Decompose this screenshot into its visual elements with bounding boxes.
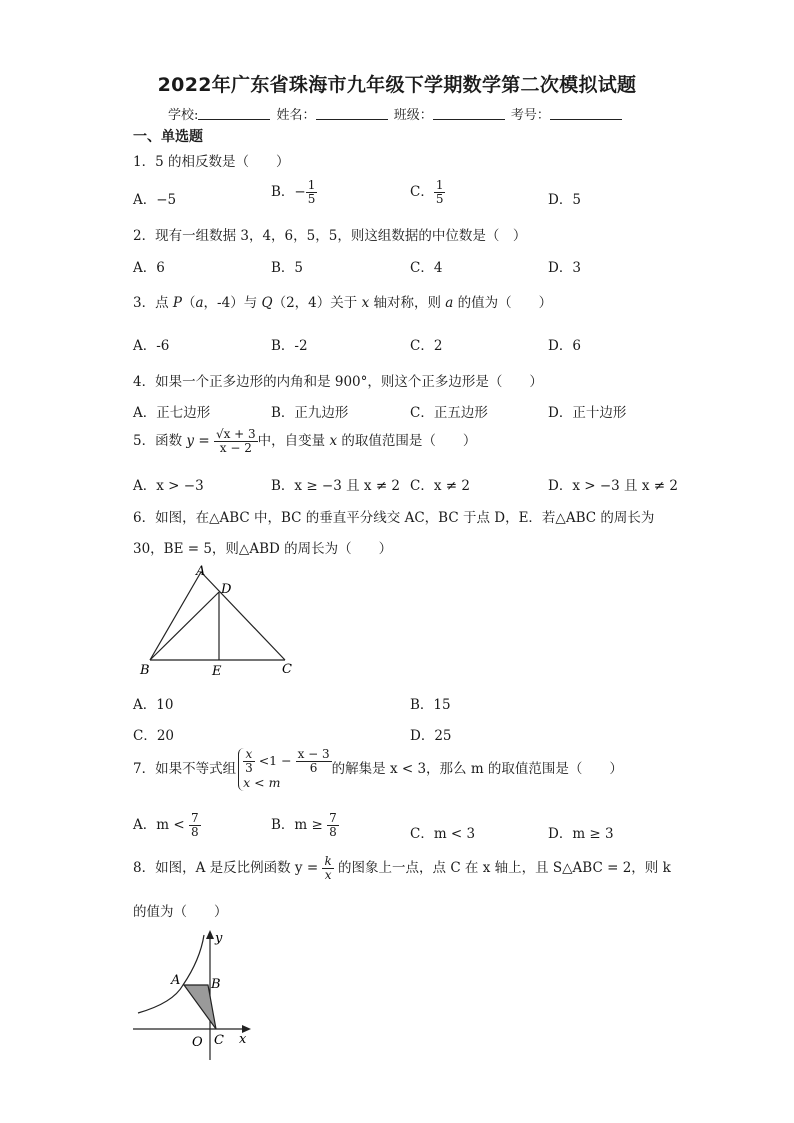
q5-fraction: $\frac{√x + 3}{x - 2}$ [215, 427, 256, 455]
question-4-option-d: D．正十边形 [548, 405, 627, 421]
question-4-stem: 4．如果一个正多边形的内角和是 900°，则这个正多边形是（ ） [133, 374, 543, 390]
fig-label-a: A [171, 973, 181, 988]
inequality-system: $\frac{x}{3}$ <1 − $\frac{x - 3}{6}$ x < m [238, 748, 332, 791]
question-8-line-1: 8．如图，A 是反比例函数 y = $\frac{k}{x}$ 的图象上一点，点 C 在 x 轴上，且 S△ABC = 2，则 k [133, 854, 671, 882]
question-1-option-d: D．5 [548, 192, 581, 208]
question-1-stem: 1．5 的相反数是（ ） [133, 154, 290, 170]
question-2-option-c: C．4 [410, 260, 443, 276]
fig-label-c: C [282, 662, 292, 677]
school-label: 学校: [168, 108, 199, 123]
fig-label-o: O [192, 1035, 203, 1050]
question-3-option-a: A．-6 [133, 338, 170, 354]
question-3-option-d: D．6 [548, 338, 581, 354]
class-label: 班级： [393, 108, 433, 123]
fig-label-c: C [214, 1033, 224, 1048]
name-label: 姓名： [276, 108, 316, 123]
question-1-option-a: A．−5 [133, 192, 177, 208]
fig-label-x: x [239, 1032, 247, 1047]
fig-label-b: B [211, 977, 221, 992]
section-heading: 一、单选题 [133, 129, 203, 145]
student-info-row [168, 104, 624, 123]
question-5-option-b: B．x ≥ −3 且 x ≠ 2 [271, 478, 401, 494]
question-5-option-c: C．x ≠ 2 [410, 478, 470, 494]
question-2-option-d: D．3 [548, 260, 581, 276]
question-3-option-b: B．-2 [271, 338, 308, 354]
question-3-option-c: C．2 [410, 338, 443, 354]
question-6-option-d: D．25 [410, 728, 452, 744]
fig-label-e: E [212, 664, 222, 679]
question-1-option-c: C． $\frac{1}{5}$ [410, 178, 444, 206]
page-title: 2022年广东省珠海市九年级下学期数学第二次模拟试题 [157, 74, 637, 96]
triangle-figure [135, 560, 300, 680]
fig-label-y: y [215, 931, 223, 946]
question-6-option-a: A．10 [133, 697, 174, 713]
question-8-line-2: 的值为（ ） [133, 904, 228, 920]
question-6-line-1: 6．如图，在△ABC 中，BC 的垂直平分线交 AC，BC 于点 D，E．若△ABC 的周长为 [133, 510, 655, 526]
question-7-option-b: B．m ≥ $\frac{7}{8}$ [271, 811, 337, 839]
question-6-option-c: C．20 [133, 728, 175, 744]
question-4-option-a: A．正七边形 [133, 405, 211, 421]
question-7-option-d: D．m ≥ 3 [548, 826, 614, 842]
question-2-option-a: A．6 [133, 260, 165, 276]
exam-no-label: 考号： [510, 108, 550, 123]
school-blank [198, 107, 270, 120]
class-blank [433, 107, 505, 120]
name-blank [316, 107, 388, 120]
question-1-option-b: B．− $\frac{1}{5}$ [271, 178, 316, 206]
question-5-option-a: A．x > −3 [133, 478, 204, 494]
question-7-option-a: A．m < $\frac{7}{8}$ [133, 811, 199, 839]
question-4-option-c: C．正五边形 [410, 405, 488, 421]
question-4-option-b: B．正九边形 [271, 405, 349, 421]
question-7-option-c: C．m < 3 [410, 826, 476, 842]
fig-label-b: B [140, 663, 150, 678]
hyperbola-figure [128, 925, 258, 1065]
question-5-option-d: D．x > −3 且 x ≠ 2 [548, 478, 678, 494]
question-2-stem: 2．现有一组数据 3，4，6，5，5，则这组数据的中位数是（ ） [133, 228, 527, 244]
question-5-stem: 5．函数 y = $\frac{√x + 3}{x - 2}$ 中，自变量 x 的取值范围是（ ） [133, 427, 477, 455]
question-6-line-2: 30，BE = 5，则△ABD 的周长为（ ） [133, 541, 393, 557]
question-6-option-b: B．15 [410, 697, 451, 713]
question-2-option-b: B．5 [271, 260, 304, 276]
fig-label-d: D [221, 582, 232, 597]
question-3-stem: 3．点 P（a，-4）与 Q（2，4）关于 x 轴对称，则 a 的值为（ ） [133, 295, 553, 311]
exam-no-blank [550, 107, 622, 120]
fig-label-a: A [196, 564, 206, 579]
question-7-stem: 7．如果不等式组 $\frac{x}{3}$ <1 − $\frac{x - 3}{6}$ x < m 的解集是 x < 3，那么 m 的取值范围是（ ） [133, 747, 623, 790]
